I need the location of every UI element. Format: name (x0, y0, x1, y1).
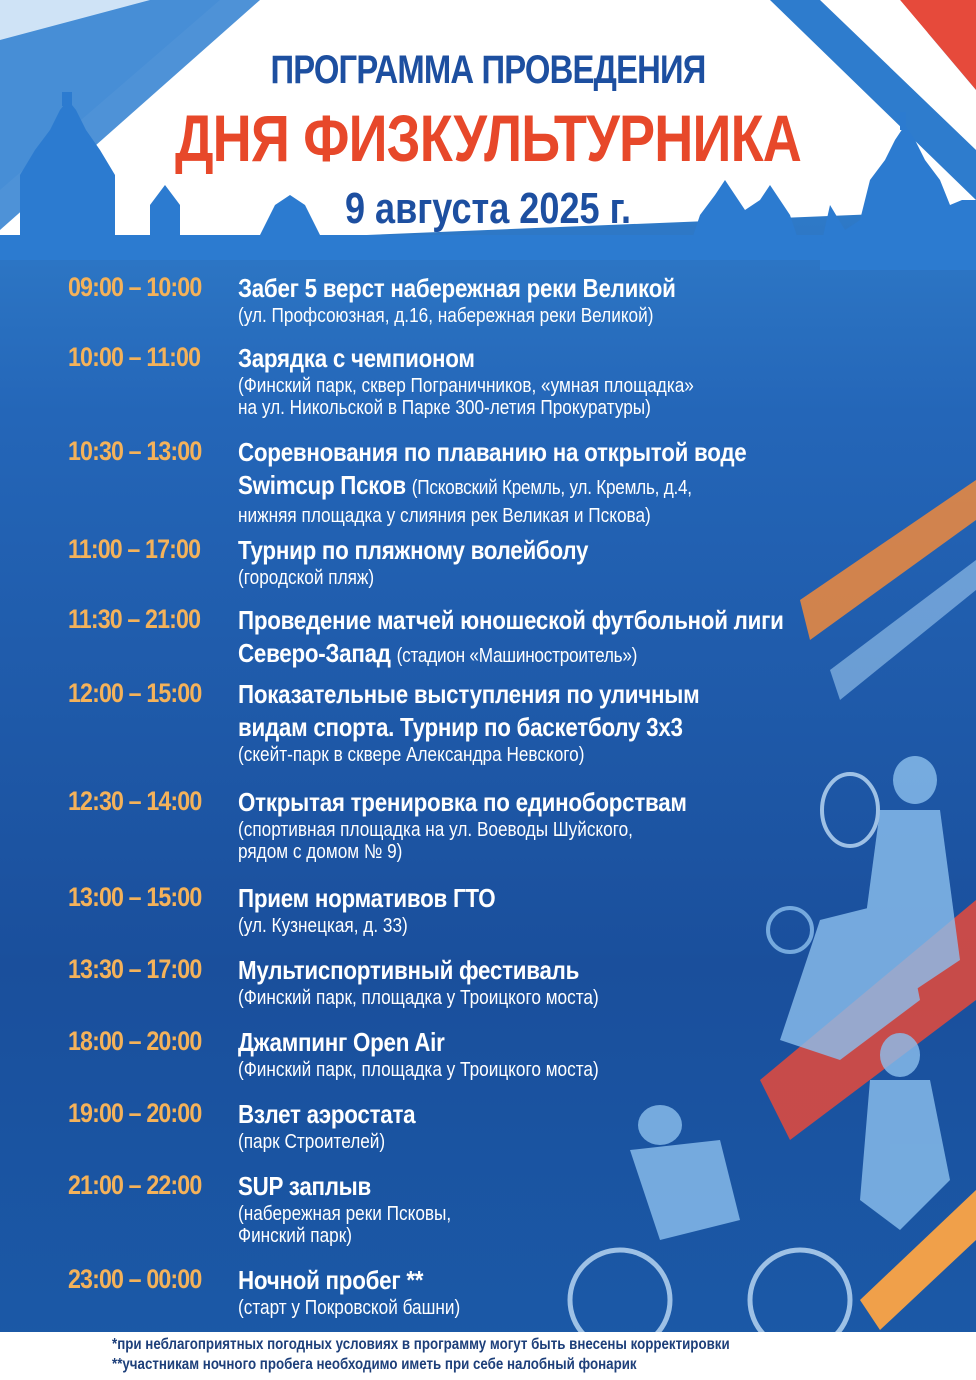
event-title: Соревнования по плаванию на открытой воде (238, 437, 747, 467)
event-title: Проведение матчей юношеской футбольной лиги (238, 605, 784, 635)
event-location: (Финский парк, сквер Пограничников, «умная площадка» (238, 375, 694, 397)
schedule-time: 09:00 – 10:00 (68, 272, 202, 302)
event-title: Открытая тренировка по единоборствам (238, 787, 687, 817)
schedule-event (238, 1026, 938, 1081)
event-location: (старт у Покровской башни) (238, 1297, 461, 1319)
event-title: SUP заплыв (238, 1171, 372, 1201)
event-location: (скейт-парк в сквере Александра Невского) (238, 744, 585, 766)
event-location: (ул. Профсоюзная, д.16, набережная реки Великой) (238, 305, 654, 327)
schedule-event (238, 786, 938, 863)
event-location: на ул. Никольской в Парке 300-летия Прокуратуры) (238, 397, 651, 419)
event-title (238, 637, 840, 673)
event-title: Зарядка с чемпионом (238, 343, 475, 373)
schedule-event (238, 436, 938, 527)
event-title: Мультиспортивный фестиваль (238, 955, 580, 985)
schedule-time: 23:00 – 00:00 (68, 1264, 202, 1294)
event-title (238, 469, 840, 505)
schedule-event (238, 604, 938, 673)
event-title: Джампинг Open Air (238, 1027, 445, 1057)
event-location: (набережная реки Псковы, (238, 1203, 452, 1225)
event-location: (городской пляж) (238, 567, 375, 589)
event-title-part: Swimcup Псков (238, 470, 406, 500)
footnote-weather: *при неблагоприятных погодных условиях в программу могут быть внесены корректировки (112, 1336, 730, 1353)
schedule-time: 19:00 – 20:00 (68, 1098, 202, 1128)
event-location: (Псковский Кремль, ул. Кремль, д.4, (411, 477, 692, 499)
schedule-event (238, 1098, 938, 1153)
schedule-event (238, 272, 938, 327)
schedule-time: 12:00 – 15:00 (68, 678, 202, 708)
event-title: видам спорта. Турнир по баскетболу 3х3 (238, 712, 683, 742)
header-title-line2: ДНЯ ФИЗКУЛЬТУРНИКА (174, 101, 802, 175)
schedule-event (238, 1264, 938, 1319)
schedule-event (238, 954, 938, 1009)
event-title: Показательные выступления по уличным (238, 679, 700, 709)
schedule-time: 11:30 – 21:00 (68, 604, 201, 634)
event-location: (Финский парк, площадка у Троицкого моста) (238, 1059, 599, 1081)
event-title: Забег 5 верст набережная реки Великой (238, 273, 676, 303)
event-title: Турнир по пляжному волейболу (238, 535, 589, 565)
footer (0, 1332, 976, 1380)
header-title-line1: ПРОГРАММА ПРОВЕДЕНИЯ (270, 48, 706, 92)
schedule-time: 13:00 – 15:00 (68, 882, 202, 912)
schedule-event (238, 882, 938, 937)
schedule-event (238, 1170, 938, 1247)
event-title-part: Северо-Запад (238, 638, 391, 668)
event-location: (парк Строителей) (238, 1131, 386, 1153)
schedule-time: 18:00 – 20:00 (68, 1026, 202, 1056)
schedule-event (238, 342, 938, 419)
event-location: нижняя площадка у слияния рек Великая и Пскова) (238, 505, 651, 527)
event-title: Ночной пробег ** (238, 1265, 424, 1295)
event-title: Взлет аэростата (238, 1099, 416, 1129)
schedule-time: 13:30 – 17:00 (68, 954, 202, 984)
event-title: Прием нормативов ГТО (238, 883, 496, 913)
schedule-time: 10:30 – 13:00 (68, 436, 202, 466)
header-date: 9 августа 2025 г. (344, 184, 632, 233)
schedule-time: 12:30 – 14:00 (68, 786, 202, 816)
schedule-event (238, 534, 938, 589)
event-location: (ул. Кузнецкая, д. 33) (238, 915, 408, 937)
event-location: (стадион «Машиностроитель») (396, 645, 638, 667)
event-location: (спортивная площадка на ул. Воеводы Шуйского, (238, 819, 633, 841)
schedule-time: 10:00 – 11:00 (68, 342, 201, 372)
event-location: (Финский парк, площадка у Троицкого моста) (238, 987, 599, 1009)
event-location: Финский парк) (238, 1225, 353, 1247)
footnote-flashlight: **участникам ночного пробега необходимо иметь при себе налобный фонарик (112, 1356, 637, 1373)
event-location: рядом с домом № 9) (238, 841, 403, 863)
schedule-time: 11:00 – 17:00 (68, 534, 201, 564)
schedule-time: 21:00 – 22:00 (68, 1170, 202, 1200)
schedule-event (238, 678, 938, 766)
